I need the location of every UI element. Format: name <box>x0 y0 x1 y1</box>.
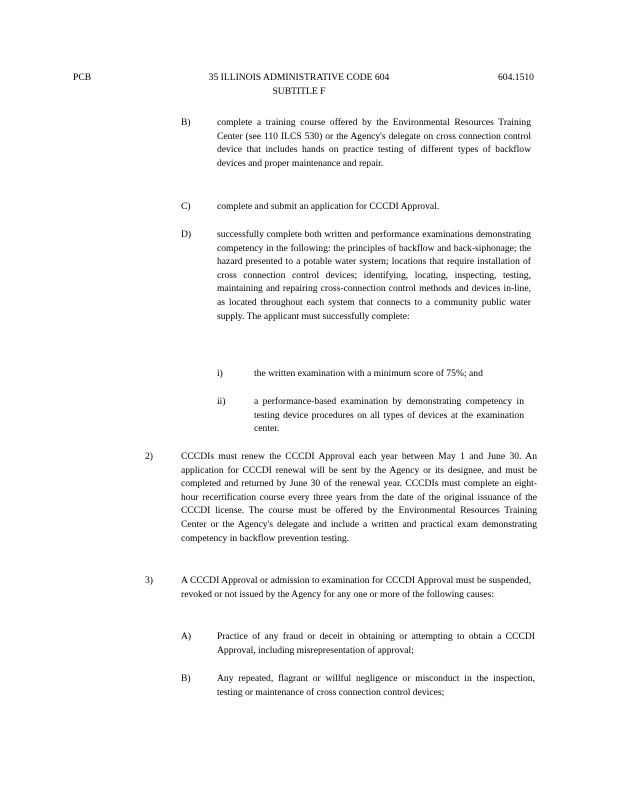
item-text: Any repeated, flagrant or willful negligence or misconduct in the inspection, testing or maintenance of cross connection control devices; <box>217 673 535 698</box>
item-label: C) <box>181 201 191 212</box>
header-center <box>174 71 424 98</box>
item-label: A) <box>181 631 192 642</box>
header-code-title: 35 ILLINOIS ADMINISTRATIVE CODE 604 <box>208 72 390 83</box>
header-subtitle: SUBTITLE F <box>272 85 326 97</box>
item-label: B) <box>181 117 191 128</box>
item-label: D) <box>181 229 192 240</box>
item-text: Practice of any fraud or deceit in obtaining or attempting to obtain a CCCDI Approval, including misrepresentation of approval; <box>217 631 535 656</box>
item-text: successfully complete both written and performance examinations demonstrating competency in the following: the principles of backflow and back-siphonage; the hazard presented to a potable water system; locations that require installation of cross connection control devices; identifying, locating, inspecting, testing, maintaining and repairing cross-connection control methods and devices in-line, as located throughout each system that connects to a community public water supply. The applicant must successfully complete: <box>217 229 531 322</box>
item-label: B) <box>181 673 191 684</box>
header-left: PCB <box>73 72 92 83</box>
item-label: 2) <box>145 451 153 462</box>
item-text: the written examination with a minimum score of 75%; and <box>254 368 483 379</box>
item-text: complete and submit an application for CCCDI Approval. <box>217 201 440 212</box>
item-label: 3) <box>145 575 153 586</box>
item-text: a performance-based examination by demonstrating competency in testing device procedures on all types of devices at the examination center. <box>254 396 524 435</box>
item-label: ii) <box>217 396 226 407</box>
header-section-number: 604.1510 <box>498 72 534 83</box>
item-text: CCCDIs must renew the CCCDI Approval each year between May 1 and June 30. An application for CCCDI renewal will be sent by the Agency or its designee, and must be completed and returned by June 30 of the renewal year. CCCDIs must complete an eight-hour recertification course every three years from the date of the original issuance of the CCCDI license. The course must be offered by the Environmental Resources Training Center or the Agency's delegate and include a written and practical exam demonstrating competency in backflow prevention testing. <box>181 451 537 544</box>
item-text: complete a training course offered by the Environmental Resources Training Center (see 110 ILCS 530) or the Agency's delegate on cross connection control device that includes hands on practice testing of different types of backflow devices and proper maintenance and repair. <box>217 117 531 169</box>
item-text: A CCCDI Approval or admission to examination for CCCDI Approval must be suspended, revoked or not issued by the Agency for any one or more of the following causes: <box>181 575 531 600</box>
item-label: i) <box>217 368 223 379</box>
